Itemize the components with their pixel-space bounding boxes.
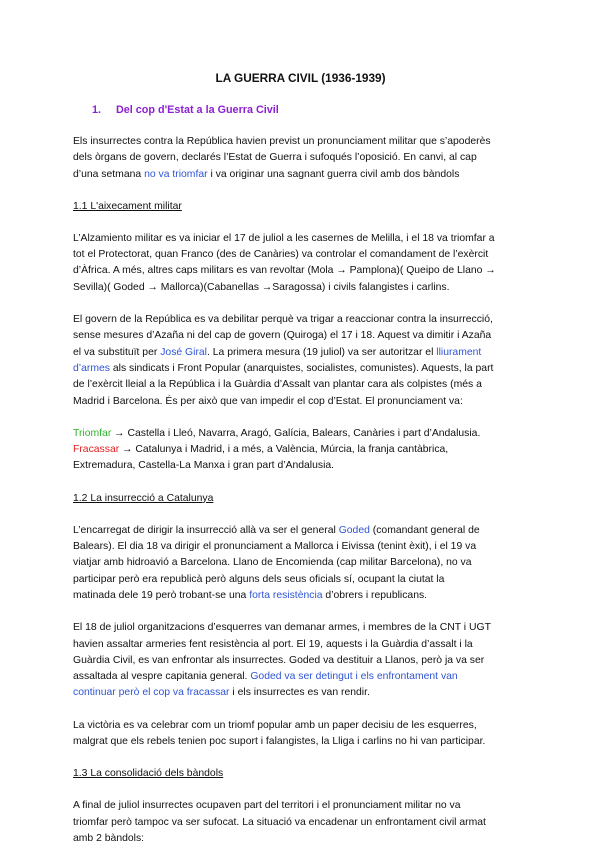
paragraph-consolidacio xyxy=(73,798,528,847)
text-span: → Catalunya i Madrid, i a més, a València, Múrcia, la franja cantàbrica, xyxy=(119,444,449,456)
text-span: L’encarregat de dirigir la insurrecció allà va ser el general xyxy=(73,524,339,536)
text-span: d’obrers i republicans. xyxy=(322,589,428,601)
link-darmes[interactable]: d’armes xyxy=(73,362,110,374)
paragraph-victoria xyxy=(73,718,528,751)
text-line: sense mesures d’Azaña ni del cap de govern (Quiroga) el 17 i 18. Aquest va dimitir i Azaña xyxy=(73,330,492,342)
text-line: Extremadura, Castella-La Manxa i gran part d’Andalusia. xyxy=(73,460,335,472)
text-line xyxy=(73,167,528,183)
text-line: tot el Protectorat, quan Franco (des de Canàries) va controlar el comandament de l’exèrcit xyxy=(73,249,489,261)
text-span: i els insurrectes es van rendir. xyxy=(229,687,370,699)
text-line: Guàrdia Civil, es van enfrontar als insurrectes. Goded va destituir a Llanos, però ja va ser xyxy=(73,654,485,666)
text-line xyxy=(73,442,528,458)
text-span: als sindicats i Front Popular (anarquistes, socialistes, comunistes). Aquests, la part xyxy=(109,362,494,374)
text-line: havien assaltar armeries fent resistència al port. El 19, aquests i la Guàrdia d’assalt i la xyxy=(73,638,473,650)
intro-paragraph xyxy=(73,134,528,183)
text-line: dels òrgans de govern, declarés l’Estat de Guerra i sufoqués l’oposició. En canvi, al cap xyxy=(73,152,477,164)
text-line: d’Àfrica. A més, altres caps militars es van revoltar (Mola → Pamplona)( Queipo de Llano → xyxy=(73,265,496,277)
text-line: Sevilla)( Goded → Mallorca)(Cabanellas →Saragossa) i civils falangistes i carlins. xyxy=(73,281,450,293)
text-span: (comandant general de xyxy=(369,524,480,536)
link-no-va-triomfar[interactable]: no va triomfar xyxy=(144,168,208,180)
text-line xyxy=(73,588,528,604)
link-jose-giral[interactable]: José Giral xyxy=(160,346,207,358)
paragraph-govern xyxy=(73,312,528,410)
text-line: El govern de la República es va debilitar perquè va trigar a reaccionar contra la insurrecció, xyxy=(73,314,493,326)
link-cop-fracassar[interactable]: continuar però el cop va fracassar xyxy=(73,687,230,699)
text-span: → Castella i Lleó, Navarra, Aragó, Galícia, Balears, Canàries i part d’Andalusia. xyxy=(111,427,481,439)
text-line: malgrat que els rebels tenien poc suport i falangistes, la Lliga i carlins no hi van participar. xyxy=(73,736,486,748)
subsection-heading-1-1: 1.1 L'aixecament militar xyxy=(73,200,182,212)
text-line xyxy=(73,345,528,361)
subsection-heading-1-2: 1.2 La insurrecció a Catalunya xyxy=(73,492,214,504)
text-line xyxy=(73,361,528,377)
text-span: matinada dele 19 però trobant-se una xyxy=(73,589,250,601)
text-line: amb 2 bàndols: xyxy=(73,832,145,844)
text-line xyxy=(73,685,528,701)
section-title: Del cop d'Estat a la Guerra Civil xyxy=(116,104,279,116)
document-title: LA GUERRA CIVIL (1936-1939) xyxy=(215,71,386,85)
text-line: Balears). El dia 18 va dirigir el pronunciament a Mallorca i Eivissa (tenint èxit), i el 19 va xyxy=(73,541,477,553)
text-line: L’Alzamiento militar es va iniciar el 17 de juliol a les casernes de Melilla, i el 18 va triomfar a xyxy=(73,232,495,244)
text-line: Els insurrectes contra la República havien previst un pronunciament militar que s’apoderès xyxy=(73,136,491,147)
text-line: El 18 de juliol organitzacions d’esquerres van demanar armes, i membres de la CNT i UGT xyxy=(73,622,491,634)
text-span: i va originar una sagnant guerra civil amb dos bàndols xyxy=(207,168,460,180)
text-line: A final de juliol insurrectes ocupaven part del territori i el pronunciament militar no va xyxy=(73,800,461,812)
text-line: de l’exèrcit lleial a la República i la Guàrdia d’Assalt van plantar cara als colpistes (més a xyxy=(73,379,482,391)
text-span: . La primera mesura (19 juliol) va ser autoritzar el xyxy=(207,346,437,358)
paragraph-resultat xyxy=(73,426,528,475)
section-heading-1 xyxy=(92,102,528,118)
paragraph-aixecament xyxy=(73,231,528,296)
section-number: 1. xyxy=(92,104,102,116)
text-span: el va substituït per xyxy=(73,346,161,358)
link-lliurament[interactable]: lliurament xyxy=(436,346,482,358)
text-line: La victòria es va celebrar com un triomf popular amb un paper decisiu de les esquerres, xyxy=(73,719,477,731)
text-line: participar però era republicà però alguns dels seus oficials sí, ocupant la ciutat la xyxy=(73,573,445,585)
text-span: d’una setmana xyxy=(73,168,145,180)
text-line: viatjar amb hidroavió a Barcelona. Llano de Encomienda (cap militar Barcelona), no va xyxy=(73,557,472,569)
link-goded[interactable]: Goded xyxy=(338,524,370,536)
paragraph-18-juliol xyxy=(73,620,528,701)
subsection-heading-1-3: 1.3 La consolidació dels bàndols xyxy=(73,768,224,780)
label-fracassar: Fracassar xyxy=(73,444,120,456)
link-goded-detingut[interactable]: Goded va ser detingut i els enfrontament van xyxy=(250,671,458,683)
text-line: triomfar però tampoc va ser sufocat. La situació va encadenar un enfrontament civil armat xyxy=(73,816,486,828)
text-line: Madrid i Barcelona. És per això que van impedir el cop d’Estat. El pronunciament va: xyxy=(73,395,463,407)
text-line xyxy=(73,669,528,685)
text-line xyxy=(73,523,528,539)
text-span: assaltada al vespre capitania general. xyxy=(73,671,251,683)
label-triomfar: Triomfar xyxy=(73,427,112,439)
link-forta-resistencia[interactable]: forta resistència xyxy=(249,589,323,601)
paragraph-goded xyxy=(73,523,528,604)
document-content xyxy=(73,70,528,847)
text-line xyxy=(73,426,528,442)
